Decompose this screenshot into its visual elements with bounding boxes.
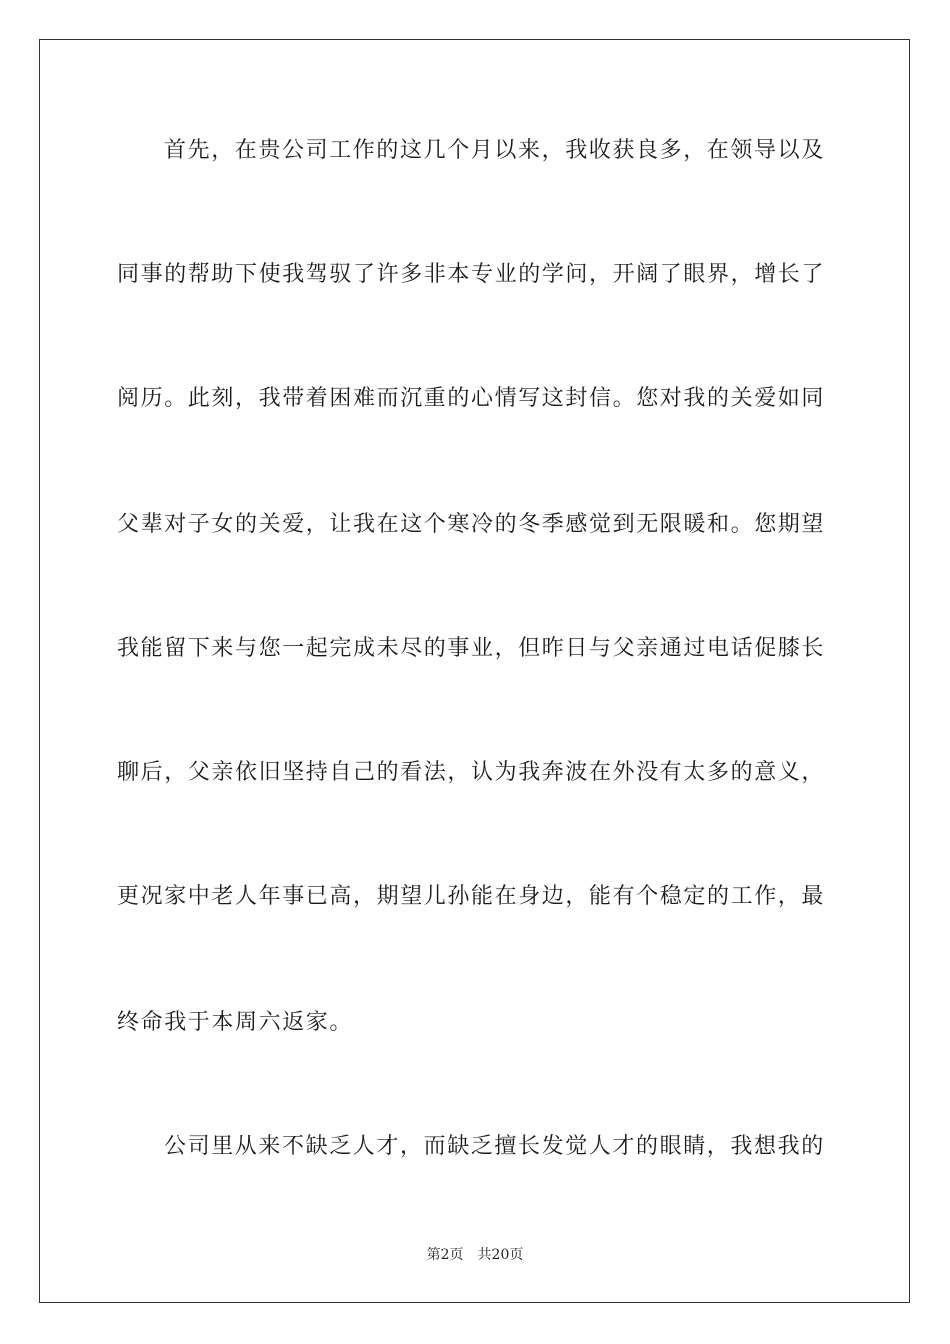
paragraph-1-line-3: 阅历。此刻，我带着困难而沉重的心情写这封信。您对我的关爱如同 xyxy=(117,386,826,411)
total-pages: 共20页 xyxy=(477,1247,524,1263)
page-number: 第2页 xyxy=(426,1247,464,1263)
page-frame xyxy=(39,39,910,1303)
paragraph-1-line-8: 终命我于本周六返家。 xyxy=(117,1010,354,1035)
paragraph-1-line-2: 同事的帮助下使我驾驭了许多非本专业的学问，开阔了眼界，增长了 xyxy=(117,262,826,287)
paragraph-1-line-6: 聊后，父亲依旧坚持自己的看法，认为我奔波在外没有太多的意义， xyxy=(117,760,826,785)
paragraph-1-line-7: 更况家中老人年事已高，期望儿孙能在身边，能有个稳定的工作，最 xyxy=(117,884,826,909)
paragraph-1-line-4: 父辈对子女的关爱，让我在这个寒冷的冬季感觉到无限暖和。您期望 xyxy=(117,512,826,537)
paragraph-1-line-1: 首先，在贵公司工作的这几个月以来，我收获良多，在领导以及 xyxy=(164,138,825,163)
paragraph-1-line-5: 我能留下来与您一起完成未尽的事业，但昨日与父亲通过电话促膝长 xyxy=(117,636,826,661)
page-footer xyxy=(0,1246,950,1264)
paragraph-2-line-1: 公司里从来不缺乏人才，而缺乏擅长发觉人才的眼睛，我想我的 xyxy=(164,1134,825,1159)
